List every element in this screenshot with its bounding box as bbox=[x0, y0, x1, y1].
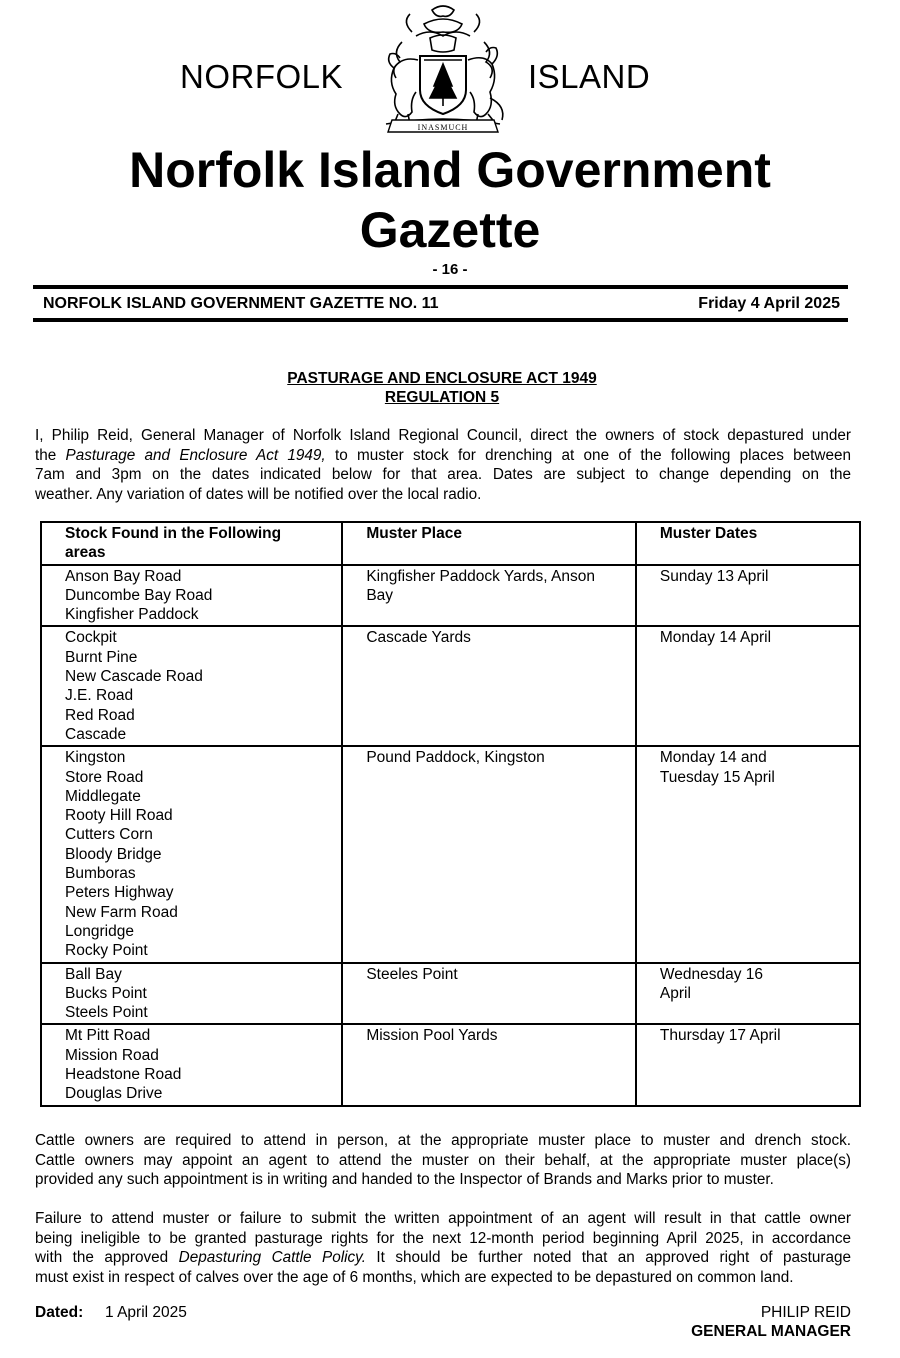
table-body bbox=[41, 565, 860, 1106]
policy-name-italic: Depasturing Cattle Policy. bbox=[178, 1249, 366, 1266]
cell-areas bbox=[41, 1024, 342, 1105]
intro-paragraph bbox=[35, 426, 851, 504]
cell-areas-line: Anson Bay Road bbox=[65, 567, 182, 585]
cell-areas-line: J.E. Road bbox=[65, 687, 134, 705]
bottom-rule bbox=[33, 318, 848, 322]
act-name-italic: Pasturage and Enclosure Act 1949, bbox=[65, 446, 326, 464]
failure-line: being ineligible to be granted pasturage rights for the next 12-month period beginning April 2025, in accordance bbox=[35, 1229, 851, 1247]
cell-areas-line: Headstone Road bbox=[65, 1066, 182, 1084]
failure-paragraph bbox=[35, 1209, 851, 1287]
intro-line: 7am and 3pm on the dates indicated below for that area. Dates are subject to change depending on the bbox=[35, 466, 851, 483]
act-heading-line-2: REGULATION 5 bbox=[384, 389, 500, 406]
cell-areas-line: Rooty Hill Road bbox=[65, 807, 173, 825]
cell-areas-line: Ball Bay bbox=[65, 965, 122, 983]
masthead-left-word: NORFOLK bbox=[180, 58, 344, 95]
cell-muster-place bbox=[342, 963, 636, 1025]
cell-muster-place-line: Cascade Yards bbox=[366, 629, 471, 647]
cell-areas-line: Bumboras bbox=[65, 865, 136, 883]
cell-areas-line: Douglas Drive bbox=[65, 1085, 163, 1103]
cell-muster-dates-line: Thursday 17 April bbox=[659, 1027, 781, 1045]
page-title bbox=[0, 140, 900, 260]
cell-muster-place bbox=[342, 1024, 636, 1105]
muster-table bbox=[40, 521, 861, 1107]
cell-areas-line: Bucks Point bbox=[65, 984, 147, 1002]
title-line-2: Gazette bbox=[359, 202, 541, 258]
act-heading-line-1: PASTURAGE AND ENCLOSURE ACT 1949 bbox=[287, 370, 597, 387]
cell-muster-place-line: Steeles Point bbox=[366, 965, 458, 983]
gazette-date: Friday 4 April 2025 bbox=[698, 295, 840, 312]
cell-areas-line: Mt Pitt Road bbox=[65, 1027, 151, 1045]
cell-areas-line: New Farm Road bbox=[65, 903, 178, 921]
attendance-line: provided any such appointment is in writing and handed to the Inspector of Brands and Marks prior to muster. bbox=[35, 1171, 774, 1188]
cell-areas-line: Longridge bbox=[65, 922, 134, 940]
table-row bbox=[41, 626, 860, 746]
masthead-right-word: ISLAND bbox=[528, 58, 651, 95]
cell-muster-place-line: Bay bbox=[366, 586, 394, 604]
cell-muster-place bbox=[342, 746, 636, 962]
cell-muster-dates bbox=[636, 1024, 860, 1105]
failure-line: Failure to attend muster or failure to submit the written appointment of an agent will result in that cattle owner bbox=[35, 1210, 851, 1227]
cell-muster-place-line: Mission Pool Yards bbox=[366, 1027, 498, 1045]
cell-muster-dates-line: April bbox=[659, 984, 691, 1002]
attendance-line: Cattle owners may appoint an agent to attend the muster on their behalf, at the appropriate muster place(s) bbox=[35, 1151, 851, 1169]
header-muster-dates: Muster Dates bbox=[636, 522, 860, 565]
cell-areas bbox=[41, 963, 342, 1025]
cell-muster-dates bbox=[636, 565, 860, 627]
failure-line: must exist in respect of calves over the age of 6 months, which are expected to be depastured on common land. bbox=[35, 1268, 794, 1286]
top-rule bbox=[33, 285, 848, 289]
act-heading bbox=[0, 369, 884, 407]
signatory-name: PHILIP REID bbox=[760, 1304, 851, 1321]
cell-areas-line: Peters Highway bbox=[65, 884, 174, 902]
intro-line: the Pasturage and Enclosure Act 1949, to muster stock for drenching at one of the following places between bbox=[35, 446, 851, 464]
cell-areas-line: Kingston bbox=[65, 749, 126, 767]
cell-muster-dates bbox=[636, 963, 860, 1025]
cell-areas-line: Cutters Corn bbox=[65, 826, 153, 844]
dated-label: Dated: bbox=[35, 1304, 84, 1321]
cell-areas-line: Cascade bbox=[65, 725, 127, 743]
cell-muster-dates bbox=[636, 626, 860, 746]
svg-text:INASMUCH: INASMUCH bbox=[417, 123, 469, 132]
attendance-line: Cattle owners are required to attend in person, at the appropriate muster place to muster and drench stock. bbox=[35, 1132, 851, 1149]
cell-muster-dates-line: Tuesday 15 April bbox=[659, 768, 775, 786]
cell-areas-line: Rocky Point bbox=[65, 942, 148, 960]
coat-of-arms-icon bbox=[372, 2, 514, 136]
masthead bbox=[0, 0, 900, 140]
attendance-paragraph bbox=[35, 1131, 851, 1190]
cell-areas-line: Store Road bbox=[65, 768, 144, 786]
cell-muster-place-line: Pound Paddock, Kingston bbox=[366, 749, 545, 767]
cell-muster-dates-line: Wednesday 16 bbox=[659, 965, 764, 983]
gazette-number: NORFOLK ISLAND GOVERNMENT GAZETTE NO. 11 bbox=[43, 295, 439, 312]
cell-areas bbox=[41, 565, 342, 627]
header-areas: Stock Found in the Following areas bbox=[41, 522, 342, 565]
cell-muster-dates-line: Sunday 13 April bbox=[659, 567, 769, 585]
page-number: - 16 - bbox=[432, 261, 468, 278]
cell-areas-line: Red Road bbox=[65, 706, 135, 724]
table-header-row bbox=[41, 522, 860, 565]
dated-value: 1 April 2025 bbox=[105, 1304, 187, 1321]
table-row bbox=[41, 565, 860, 627]
table-row bbox=[41, 1024, 860, 1105]
cell-muster-place bbox=[342, 626, 636, 746]
cell-muster-dates-line: Monday 14 April bbox=[659, 629, 772, 647]
cell-areas-line: New Cascade Road bbox=[65, 668, 203, 686]
cell-muster-dates bbox=[636, 746, 860, 962]
cell-areas-line: Middlegate bbox=[65, 787, 141, 805]
cell-muster-place bbox=[342, 565, 636, 627]
cell-areas-line: Cockpit bbox=[65, 629, 117, 647]
cell-areas-line: Steels Point bbox=[65, 1004, 148, 1022]
cell-areas-line: Duncombe Bay Road bbox=[65, 586, 213, 604]
cell-areas-line: Mission Road bbox=[65, 1046, 159, 1064]
signatory-title: GENERAL MANAGER bbox=[691, 1323, 851, 1340]
table-row bbox=[41, 746, 860, 962]
cell-areas-line: Kingfisher Paddock bbox=[65, 606, 199, 624]
cell-muster-dates-line: Monday 14 and bbox=[659, 749, 767, 767]
cell-areas bbox=[41, 626, 342, 746]
title-line-1: Norfolk Island Government bbox=[129, 142, 771, 198]
table-row bbox=[41, 963, 860, 1025]
failure-line: with the approved Depasturing Cattle Policy. It should be further noted that an approved right of pasturage bbox=[35, 1249, 851, 1266]
intro-line: weather. Any variation of dates will be notified over the local radio. bbox=[35, 485, 482, 503]
cell-areas-line: Bloody Bridge bbox=[65, 845, 162, 863]
cell-areas bbox=[41, 746, 342, 962]
intro-line: I, Philip Reid, General Manager of Norfolk Island Regional Council, direct the owners of stock depastured under bbox=[35, 427, 851, 444]
cell-areas-line: Burnt Pine bbox=[65, 648, 138, 666]
header-muster-place: Muster Place bbox=[342, 522, 636, 565]
cell-muster-place-line: Kingfisher Paddock Yards, Anson bbox=[366, 567, 595, 585]
